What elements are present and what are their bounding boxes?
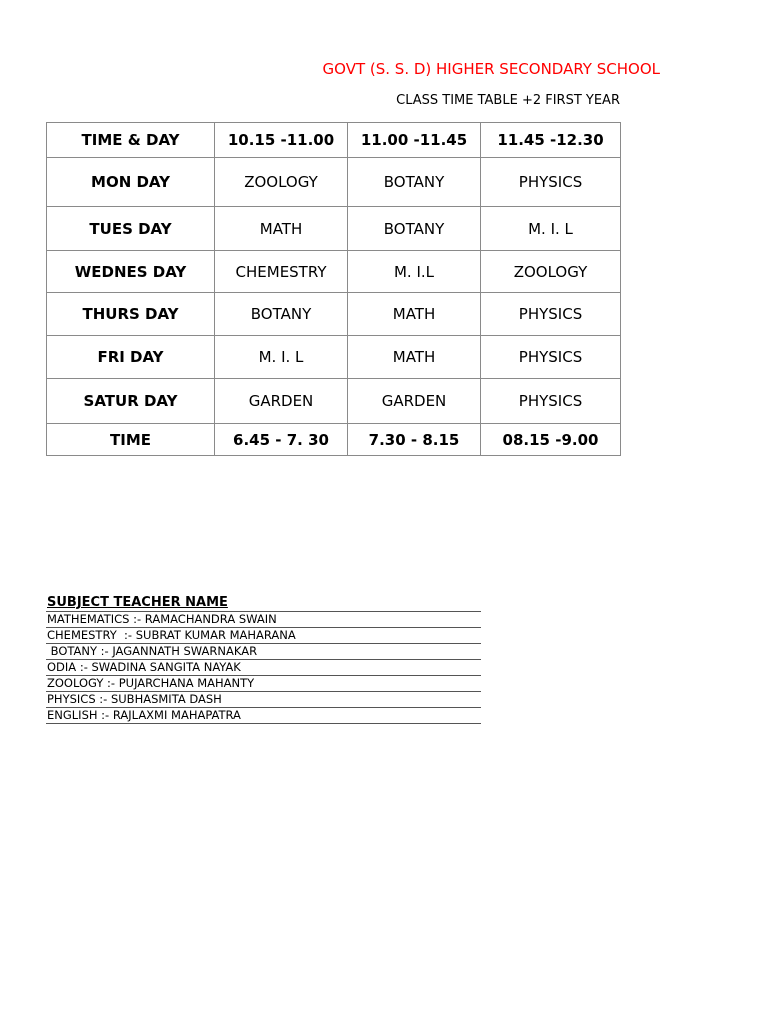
list-item: ODIA :- SWADINA SANGITA NAYAK: [46, 660, 481, 676]
period-cell: CHEMESTRY: [215, 251, 348, 293]
period-cell: ZOOLOGY: [215, 158, 348, 207]
class-timetable: [46, 122, 621, 456]
header-cell-period-2: 11.00 -11.45: [348, 123, 481, 158]
school-title-area: [180, 58, 660, 82]
table-row: [47, 293, 621, 336]
period-cell: MATH: [348, 293, 481, 336]
list-item: ENGLISH :- RAJLAXMI MAHAPATRA: [46, 708, 481, 724]
list-item: CHEMESTRY :- SUBRAT KUMAR MAHARANA: [46, 628, 481, 644]
day-label: SATUR DAY: [47, 379, 215, 424]
subject-teacher-list: [46, 594, 481, 724]
period-cell: M. I.L: [348, 251, 481, 293]
period-cell: PHYSICS: [481, 379, 621, 424]
period-cell: MATH: [348, 336, 481, 379]
footer-cell-slot-2: 7.30 - 8.15: [348, 424, 481, 456]
period-cell: ZOOLOGY: [481, 251, 621, 293]
period-cell: M. I. L: [481, 207, 621, 251]
table-row: [47, 336, 621, 379]
timetable-header-row: [47, 123, 621, 158]
day-label: MON DAY: [47, 158, 215, 207]
header-cell-period-1: 10.15 -11.00: [215, 123, 348, 158]
period-cell: BOTANY: [348, 158, 481, 207]
period-cell: MATH: [215, 207, 348, 251]
period-cell: BOTANY: [348, 207, 481, 251]
table-row: [47, 207, 621, 251]
timetable-subtitle: CLASS TIME TABLE +2 FIRST YEAR: [396, 93, 620, 108]
day-label: TUES DAY: [47, 207, 215, 251]
period-cell: GARDEN: [348, 379, 481, 424]
list-item: BOTANY :- JAGANNATH SWARNAKAR: [46, 644, 481, 660]
table-row: [47, 251, 621, 293]
list-item: PHYSICS :- SUBHASMITA DASH: [46, 692, 481, 708]
table-row: [47, 158, 621, 207]
footer-cell-slot-3: 08.15 -9.00: [481, 424, 621, 456]
period-cell: GARDEN: [215, 379, 348, 424]
timetable-footer-row: [47, 424, 621, 456]
period-cell: PHYSICS: [481, 158, 621, 207]
period-cell: PHYSICS: [481, 293, 621, 336]
day-label: THURS DAY: [47, 293, 215, 336]
day-label: WEDNES DAY: [47, 251, 215, 293]
period-cell: BOTANY: [215, 293, 348, 336]
header-cell-time-day: TIME & DAY: [47, 123, 215, 158]
table-row: [47, 379, 621, 424]
school-title: GOVT (S. S. D) HIGHER SECONDARY SCHOOL: [322, 60, 660, 78]
footer-cell-slot-1: 6.45 - 7. 30: [215, 424, 348, 456]
footer-cell-time: TIME: [47, 424, 215, 456]
period-cell: PHYSICS: [481, 336, 621, 379]
day-label: FRI DAY: [47, 336, 215, 379]
list-item: ZOOLOGY :- PUJARCHANA MAHANTY: [46, 676, 481, 692]
period-cell: M. I. L: [215, 336, 348, 379]
list-item: MATHEMATICS :- RAMACHANDRA SWAIN: [46, 612, 481, 628]
teacher-list-heading: SUBJECT TEACHER NAME: [46, 594, 481, 612]
header-cell-period-3: 11.45 -12.30: [481, 123, 621, 158]
